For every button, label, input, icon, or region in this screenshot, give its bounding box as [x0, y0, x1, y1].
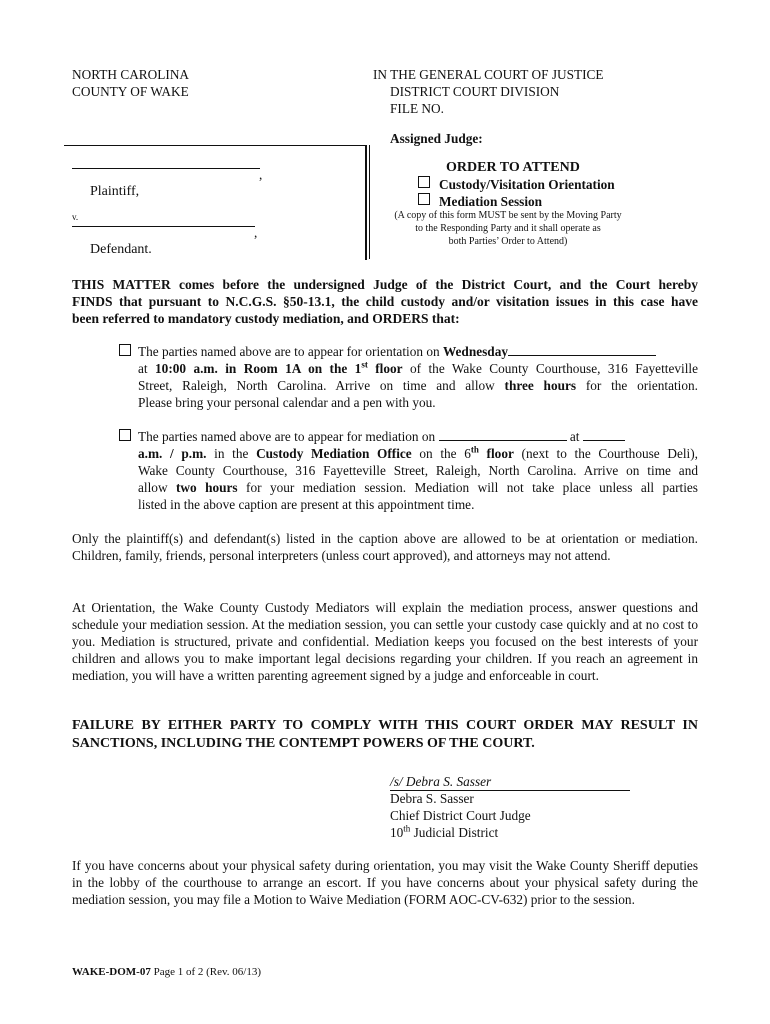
orientation-day: Wednesday [442, 344, 508, 359]
district-number: 10 [390, 825, 404, 840]
judge-title: Chief District Court Judge [390, 808, 531, 823]
copy-note-line-1: (A copy of this form MUST be sent by the Moving Party [394, 210, 622, 221]
mediation-line-3: Wake County Courthouse, 316 Fayetteville Street, Raleigh, North Carolina. Arrive on time and [138, 463, 698, 478]
mediation-at: at [566, 429, 583, 444]
mediation-floor-sup: th [470, 444, 479, 455]
file-no-label: FILE NO. [390, 101, 444, 116]
mediation-location: (next to the Courthouse Deli), [513, 446, 699, 461]
orientation-line-4: Please bring your personal calendar and a pen with you. [138, 395, 436, 410]
mediation-checkbox[interactable] [418, 193, 430, 205]
defendant-name-line[interactable] [72, 226, 255, 227]
attendance-paragraph: Only the plaintiff(s) and defendant(s) listed in the caption above are allowed to be at orientation or mediation. Children, family, friends, personal interpreters (unless court approved), and attorneys may not attend. [72, 531, 698, 563]
form-id: WAKE-DOM-07 [72, 966, 151, 978]
orientation-at: at [138, 361, 156, 376]
mediation-line-4a: allow [138, 480, 176, 495]
mediation-floor: floor [478, 446, 514, 461]
orientation-location: of the Wake County Courthouse, 316 Fayetteville [402, 361, 699, 376]
mediation-time-blank[interactable] [583, 428, 625, 441]
orientation-date-blank[interactable] [508, 343, 656, 356]
mediation-option-label: Mediation Session [439, 194, 543, 209]
mediation-ampm: a.m. / p.m. [138, 446, 207, 461]
orientation-date-checkbox[interactable] [119, 344, 131, 356]
orientation-duration: three hours [504, 378, 577, 393]
court-label: IN THE GENERAL COURT OF JUSTICE [373, 67, 604, 82]
order-title: ORDER TO ATTEND [446, 160, 580, 175]
findings-line-1: THIS MATTER comes before the undersigned Judge of the District Court, and the Court hereby [72, 277, 698, 292]
copy-note [368, 209, 648, 248]
plaintiff-label: Plaintiff, [90, 184, 140, 199]
division-label: DISTRICT COURT DIVISION [390, 84, 560, 99]
mediation-duration: two hours [175, 480, 238, 495]
page-info: Page 1 of 2 (Rev. 06/13) [150, 966, 262, 978]
orientation-floor-sup: st [361, 359, 368, 370]
mediation-line-5: listed in the above caption are present at this appointment time. [138, 497, 475, 512]
judge-signature: /s/ Debra S. Sasser [390, 773, 630, 791]
mediation-line-4b: for your mediation session. Mediation will not take place unless all parties [237, 480, 698, 495]
judge-name: Debra S. Sasser [390, 791, 474, 806]
district-label: Judicial District [410, 825, 499, 840]
orientation-line-3a: Street, Raleigh, North Carolina. Arrive on time and allow [138, 378, 505, 393]
defendant-label: Defendant. [90, 242, 152, 257]
mediation-intro: The parties named above are to appear for mediation on [138, 429, 439, 444]
mediation-date-blank[interactable] [439, 428, 567, 441]
mediation-in-the: in the [206, 446, 257, 461]
state-label: NORTH CAROLINA [72, 67, 190, 82]
copy-note-line-3: both Parties’ Order to Attend) [448, 236, 568, 247]
county-label: COUNTY OF WAKE [72, 84, 189, 99]
orientation-paragraph [138, 343, 698, 411]
findings-block [72, 276, 698, 327]
findings-line-3: been referred to mandatory custody mediation, and ORDERS that: [72, 311, 460, 326]
warning-paragraph: FAILURE BY EITHER PARTY TO COMPLY WITH THIS COURT ORDER MAY RESULT IN SANCTIONS, INCLUDING THE CONTEMPT POWERS OF THE COURT. [72, 718, 698, 751]
orientation-option-label: Custody/Visitation Orientation [439, 177, 615, 192]
findings-line-2: FINDS that pursuant to N.C.G.S. §50-13.1, the child custody and/or visitation issues in this case have [72, 294, 698, 309]
orientation-floor: floor [367, 361, 403, 376]
mediation-date-checkbox[interactable] [119, 429, 131, 441]
orientation-time-room: 10:00 a.m. in Room 1A on the 1 [155, 361, 362, 376]
mediation-office: Custody Mediation Office [256, 446, 412, 461]
versus-label: v. [72, 212, 79, 222]
mediation-paragraph [138, 428, 698, 513]
safety-paragraph: If you have concerns about your physical safety during orientation, you may visit the Wake County Sheriff deputies in the lobby of the courthouse to arrange an escort. If you have concerns about your physical safety during the mediation session, you may file a Motion to Waive Mediation (FORM AOC-CV-632) prior to the session. [72, 858, 698, 907]
orientation-checkbox[interactable] [418, 176, 430, 188]
copy-note-line-2: to the Responding Party and it shall operate as [415, 223, 601, 234]
mediation-on-the: on the 6 [411, 446, 471, 461]
form-footer [72, 964, 261, 981]
orientation-line-3b: for the orientation. [576, 378, 698, 393]
orientation-info-paragraph: At Orientation, the Wake County Custody Mediators will explain the mediation process, answer questions and schedule your mediation session. At the mediation session, you can settle your custody case quickly and at no cost to you. Mediation is structured, private and confidential. Mediation keeps you focused on the best interests of your children and allows you to make important legal decisions regarding your children. If you reach an agreement in mediation, you will have a written parenting agreement signed by a judge and enforceable in court. [72, 600, 698, 683]
orientation-intro: The parties named above are to appear for orientation on [138, 344, 443, 359]
plaintiff-name-line[interactable] [72, 168, 260, 169]
judicial-district [390, 824, 498, 841]
assigned-judge-label: Assigned Judge: [390, 131, 483, 146]
district-sup: th [403, 823, 411, 834]
